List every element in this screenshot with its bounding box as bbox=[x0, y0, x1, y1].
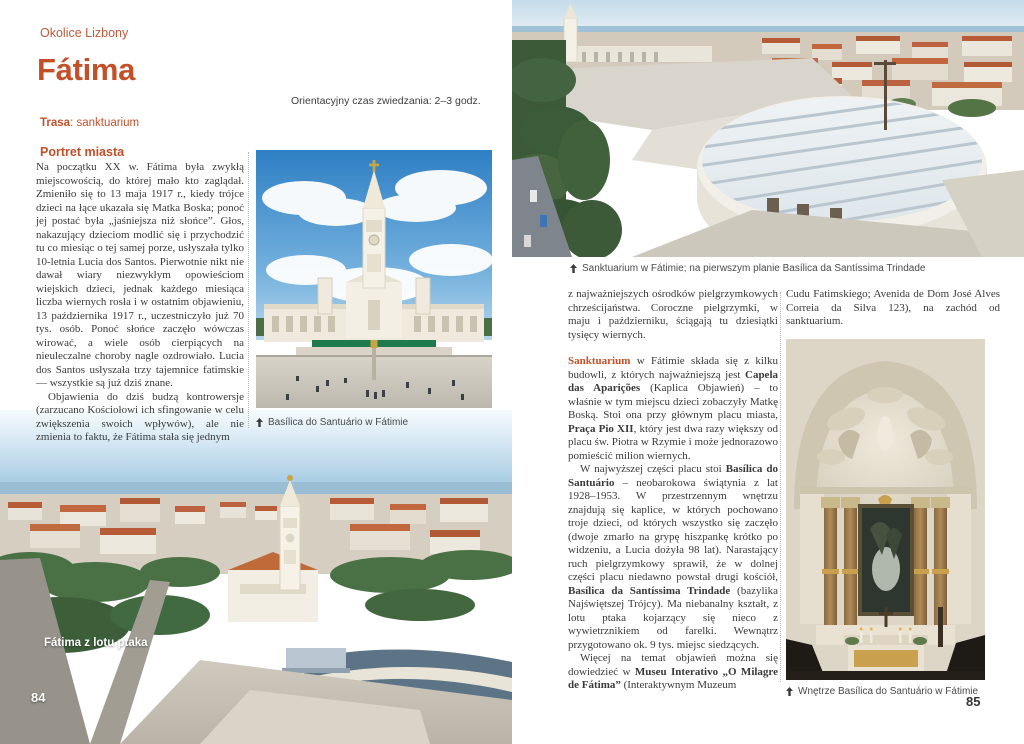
photo-overlay-label: Fátima z lotu ptaka bbox=[44, 637, 148, 649]
caption-top-photo bbox=[570, 263, 1010, 274]
caption-text: Wnętrze Basílica do Santuário w Fátimie bbox=[798, 686, 979, 697]
route-line bbox=[40, 117, 139, 129]
photo-sanctuary-aerial bbox=[512, 0, 1024, 257]
body-text-left bbox=[36, 161, 244, 445]
paragraph: Sanktuarium w Fátimie składa się z kilku budowli, z których najważniejszą jest Capela das Aparições (Kaplica Objawień) – to właśnie w tym miejscu dzieci zobaczyły Matkę Boską. Stoi ona przy głównym placu miasta, Praça Pio XII, który jest dwa razy większy od placu św. Piotra w Rzymie i może jednorazowo pomieścić milion wiernych. bbox=[568, 355, 778, 462]
column-divider bbox=[780, 292, 781, 682]
column-divider bbox=[248, 152, 249, 428]
paragraph: Więcej na temat objawień można się dowiedzieć w Museu Interativo „O Milagre de Fátima” (Interaktywnym Muzeum bbox=[568, 652, 778, 691]
up-arrow-icon bbox=[570, 264, 577, 273]
section-heading: Portret miasta bbox=[40, 145, 125, 159]
paragraph: z najważniejszych ośrodków pielgrzymkowych chrześcijaństwa. Coroczne pielgrzymki, w maju i październiku, ściągają tu dziesiątki tysięcy wiernych. bbox=[568, 288, 778, 341]
photo-altar-interior bbox=[786, 339, 985, 680]
caption-text: Basílica do Santuário w Fátimie bbox=[268, 417, 409, 428]
paragraph: Cudu Fatimskiego; Avenida de Dom José Alves Correia da Silva 123), na zachód od sanktuarium. bbox=[786, 288, 1000, 327]
route-label: Trasa bbox=[40, 117, 71, 129]
up-arrow-icon bbox=[256, 418, 263, 427]
page-title: Fátima bbox=[37, 52, 136, 87]
body-text-col1 bbox=[568, 288, 778, 693]
paragraph: W najwyższej części placu stoi Basílica do Santuário – neobarokowa świątynia z lat 1928–1953. W przestrzennym wnętrzu znajdują się kaplice, w których pochowano troje dzieci, od których wszystko się zaczęło (dwoje zmarło na grypę hiszpankę krótko po widzeniu, a Lucia dożyła 98 lat). Narastający ruch pielgrzymkowy sprawił, że w dolnej części placu niedawno powstał drugi kościół, Basílica da Santíssima Trindade (bazylika Najświętszej Trójcy). Ma niebanalny kształt, z lotu ptaka kojarzący się nieco z wywietrznikiem od farelki. Wewnątrz przygotowano ok. 9 tys. miejsc siedzących. bbox=[568, 463, 778, 651]
paragraph: Na początku XX w. Fátima była zwykłą miejscowością, do której mało kto zaglądał. Zmieniło się to 13 maja 1917 r., kiedy trójce dzieci na łące ukazała się Matka Boska; ponoć jej postać była „jaśniejsza niż słońce”. Głos, nakazujący dzieciom modlić się i przychodzić tu co miesiąc o tej samej porze, usłyszała tylko 10-letnia Lucia dos Santos. Pierwotnie nikt nie dawał wiary niezwykłym opowieściom wiejskich dzieci, jednak każdego miesiąca liczba wiernych rosła i w ostatnim objawieniu, 13 października 1917 r., uczestniczyło już 70 tys. osób. Ponoć słońce zaczęło wówczas wirować, a wiele osób cierpiących na nieuleczalne choroby nagle ozdrowiało. Lucia dos Santos usłyszała trzy tajemnice fatimskie — wszystkie są już dziś znane. bbox=[36, 161, 244, 389]
up-arrow-icon bbox=[786, 687, 793, 696]
caption-basilica bbox=[256, 417, 492, 428]
route-value: : sanktuarium bbox=[70, 117, 140, 129]
paragraph: Objawienia do dziś budzą kontrowersje (zarzucano Kościołowi ich sfingowanie w celu zwiększenia swoich wpływów), ale nie zmienia to faktu, że Fátima stała się jednym bbox=[36, 390, 244, 443]
body-text-col2 bbox=[786, 288, 1000, 329]
visit-time-note: Orientacyjny czas zwiedzania: 2–3 godz. bbox=[291, 95, 481, 107]
photo-basilica-santuario bbox=[256, 150, 492, 408]
section-kicker: Okolice Lizbony bbox=[40, 26, 129, 40]
photo-fatima-aerial bbox=[0, 410, 512, 744]
caption-text: Sanktuarium w Fátimie; na pierwszym planie Basílica da Santíssima Trindade bbox=[582, 263, 926, 274]
page-number-left: 84 bbox=[31, 690, 46, 705]
page-number-right: 85 bbox=[966, 694, 981, 709]
